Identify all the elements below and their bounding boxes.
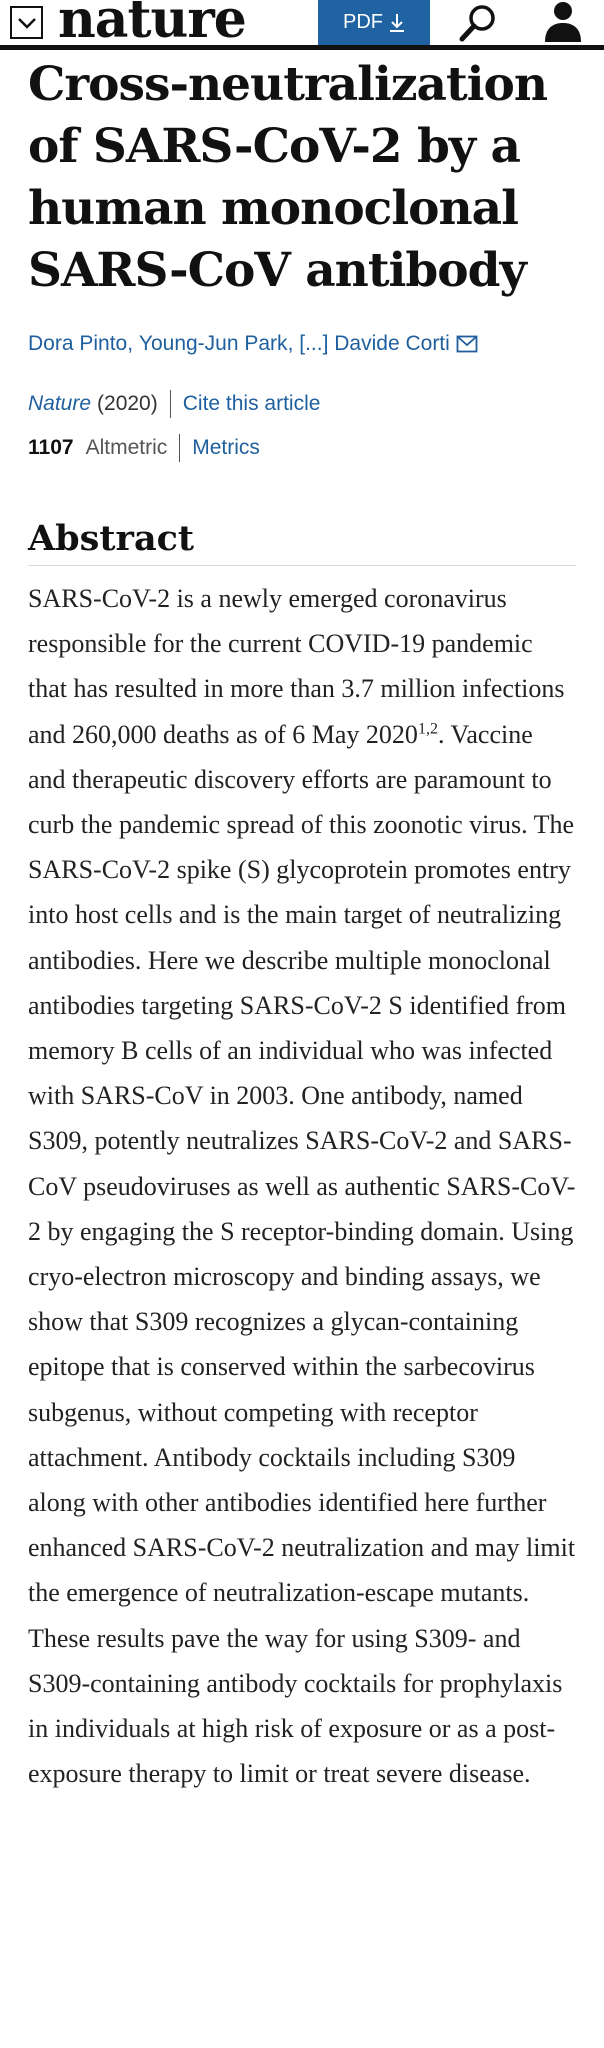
author-list: Dora Pinto , Young-Jun Park , [...] Davide Corti — [28, 332, 576, 356]
user-icon — [540, 0, 586, 45]
search-icon — [455, 2, 501, 44]
account-button[interactable] — [540, 0, 586, 45]
cite-article-link[interactable]: Cite this article — [182, 392, 321, 415]
reference-superscript[interactable]: 1,2 — [417, 719, 438, 737]
mail-icon[interactable] — [456, 335, 478, 353]
abstract-text-part: . Vaccine and therapeutic discovery efforts are paramount to curb the pandemic spread of this zoonotic virus. The SARS-CoV-2 spike (S) glycoprotein promotes entry into host cells and is the main target of neutralizing antibodies. Here we describe multiple monoclonal antibodies targeting SARS-CoV-2 S identified from memory B cells of an individual who was infected with SARS-CoV in 2003. One antibody, named S309, potently neutralizes SARS-CoV-2 and SARS-CoV pseudoviruses as well as authentic SARS-CoV-2 by engaging the S receptor-binding domain. Using cryo-electron microscopy and binding assays, we show that S309 recognizes a glycan-containing epitope that is conserved within the sarbecovirus subgenus, without competing with receptor attachment. Antibody cocktails including S309 along with other antibodies identified here further enhanced SARS-CoV-2 neutralization and may limit the emergence of neutralization-escape mutants. These results pave the way for using S309- and S309-containing antibody cocktails for prophylaxis in individuals at high risk of exposure or as a post-exposure therapy to limit or treat severe disease. — [28, 719, 576, 1789]
author-link[interactable]: Young-Jun Park — [138, 332, 288, 355]
article — [0, 54, 604, 1796]
top-navigation-bar — [0, 0, 604, 50]
expand-authors-button[interactable]: [...] — [299, 332, 329, 355]
article-title: Cross-neutralization of SARS-CoV-2 by a human monoclonal SARS-CoV antibody — [28, 57, 548, 298]
abstract-heading: Abstract — [28, 518, 576, 566]
journal-name[interactable]: Nature — [28, 392, 92, 415]
divider — [179, 434, 180, 462]
altmetric-label: Altmetric — [85, 436, 168, 459]
menu-button[interactable] — [10, 6, 43, 39]
metrics-link[interactable]: Metrics — [192, 436, 260, 459]
download-icon — [389, 13, 405, 33]
publication-year: (2020) — [97, 392, 158, 415]
author-link[interactable]: Davide Corti — [334, 332, 450, 355]
nature-logo[interactable]: nature — [58, 0, 246, 50]
search-button[interactable] — [455, 2, 501, 44]
altmetric-count: 1107 — [28, 436, 74, 459]
chevron-down-icon — [16, 16, 38, 30]
download-pdf-button[interactable] — [318, 0, 430, 45]
abstract-text-part: SARS-CoV-2 is a newly emerged coronavirus responsible for the current COVID-19 pandemic that has resulted in more than 3.7 million infections and 260,000 deaths as of 6 May 2020 — [28, 584, 565, 749]
pdf-label: PDF — [343, 11, 383, 33]
author-link[interactable]: Dora Pinto — [28, 332, 128, 355]
metrics-info — [28, 434, 576, 462]
publication-info — [28, 390, 576, 418]
abstract-text — [28, 576, 576, 1796]
divider — [170, 390, 171, 418]
